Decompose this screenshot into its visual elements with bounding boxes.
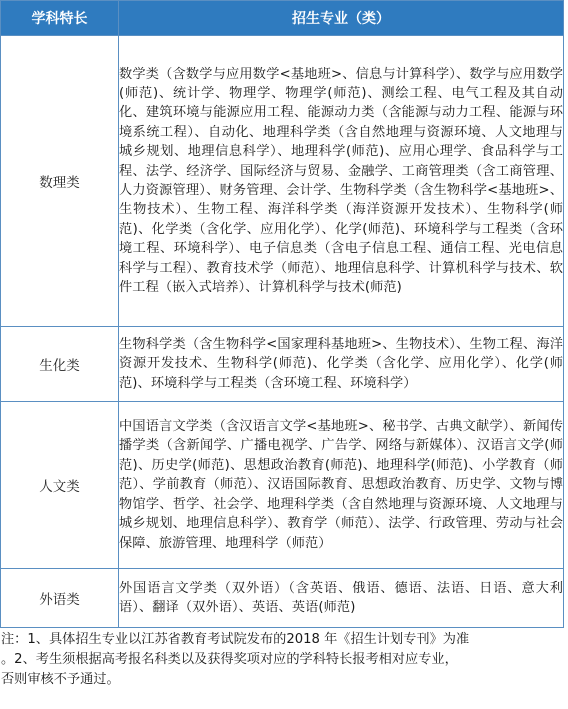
table-row xyxy=(1,402,564,569)
footnote xyxy=(1,630,561,690)
table-row xyxy=(1,569,564,628)
table-header-row xyxy=(1,1,564,36)
footnote-line: 注：1、具体招生专业以江苏省教育考试院发布的2018 年《招生计划专刊》为准 xyxy=(1,632,470,647)
footnote-line: 。2、考生须根据高考报名科类以及获得奖项对应的学科特长报考相对应专业， xyxy=(1,652,458,667)
header-specialty: 学科特长 xyxy=(1,1,119,36)
category-cell: 外语类 xyxy=(1,569,119,628)
majors-cell: 中国语言文学类（含汉语言文学<基地班>、秘书学、古典文献学）、新闻传播学类（含新闻学、广播电视学、广告学、网络与新媒体）、汉语言文学(师范)、历史学(师范)、思想政治教育(师范)、地理科学(师范)、小学教育（师范）、学前教育（师范）、汉语国际教育、思想政治教育、历史学、文物与博物馆学、哲学、社会学、地理科学类（含自然地理与资源环境、人文地理与城乡规划、地理信息科学）、教育学（师范）、法学、行政管理、劳动与社会保障、旅游管理、地理科学（师范） xyxy=(119,402,564,569)
category-cell: 生化类 xyxy=(1,327,119,402)
category-cell: 人文类 xyxy=(1,402,119,569)
majors-cell: 数学类（含数学与应用数学<基地班>、信息与计算科学）、数学与应用数学(师范)、统计学、物理学、物理学(师范)、测绘工程、电气工程及其自动化、建筑环境与能源应用工程、能源动力类（含能源与动力工程、能源与环境系统工程）、自动化、地理科学类（含自然地理与资源环境、人文地理与城乡规划、地理信息科学）、地理科学(师范)、应用心理学、食品科学与工程、法学、经济学、国际经济与贸易、金融学、工商管理类（含工商管理、人力资源管理）、财务管理、会计学、生物科学类（含生物科学<基地班>、生物技术）、生物工程、海洋科学类（海洋资源开发技术）、生物科学(师范)、化学类（含化学、应用化学）、化学(师范)、环境科学与工程类（含环境工程、环境科学）、电子信息类（含电子信息工程、通信工程、光电信息科学与工程）、教育技术学（师范）、地理信息科学、计算机科学与技术、软件工程（嵌入式培养）、计算机科学与技术(师范) xyxy=(119,36,564,327)
majors-cell: 外国语言文学类（双外语）（含英语、俄语、德语、法语、日语、意大利语）、翻译（双外语）、英语、英语(师范) xyxy=(119,569,564,628)
category-cell: 数理类 xyxy=(1,36,119,327)
majors-cell: 生物科学类（含生物科学<国家理科基地班>、生物技术）、生物工程、海洋资源开发技术、生物科学(师范)、化学类（含化学、应用化学）、化学(师范)、环境科学与工程类（含环境工程、环境科学） xyxy=(119,327,564,402)
table-row xyxy=(1,36,564,327)
footnote-line: 否则审核不予通过。 xyxy=(1,672,120,687)
header-majors: 招生专业（类） xyxy=(119,1,564,36)
table-row xyxy=(1,327,564,402)
